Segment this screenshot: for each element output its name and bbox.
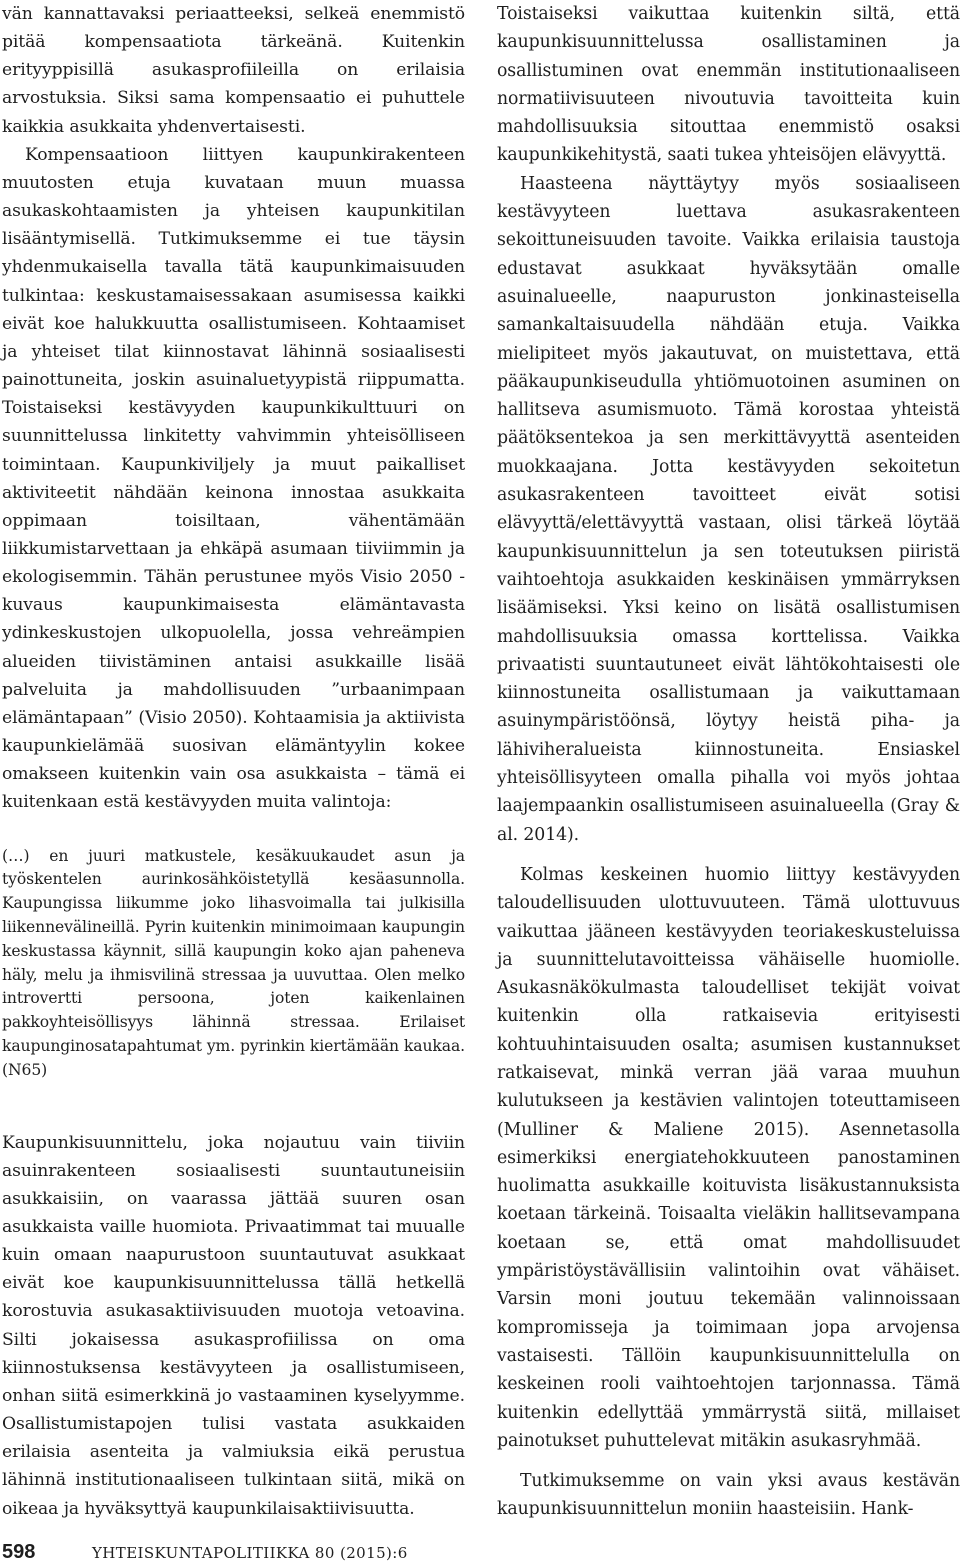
paragraph: Kolmas keskeinen huomio liittyy kestävyyden taloudellisuuden ulottuvuuteen. Tämä ulottuvuus vaikuttaa jääneen kestävyyden teoriakeskusteluissa ja suunnittelutavoitteissa vähäiselle huomiolle. Asukasnäkökulmasta taloudelliset tekijät voivat kuitenkin olla ratkaisevia erityisesti kohtuuhintaisuuden osalta; asumisen kustannukset ratkaisevat, minkä verran jää varaa muuhun kulutukseen ja kestävien valintojen toteuttamiseen (Mulliner & Maliene 2015). Asennetasolla esimerkiksi energiatehokkuuteen panostaminen huolimatta asukkaille koituvista lisäkustannuksista koetaan tärkeinä. Toisaalta vieläkin hallitsevampana koetaan se, että omat mahdollisuudet ympäristöystävällisiin valintoihin ovat vähäiset. Varsin moni joutuu tekemään valinnoissaan kompromisseja ja toimimaan jopa arvojensa vastaisesti. Tällöin kaupunkisuunnittelulla on keskeinen rooli vaihtoehtojen tarjonnassa. Tämä kuitenkin edellyttää ymmärrystä siitä, millaiset painotukset puhuttelevat mitäkin asukasryhmää.	[497, 864, 960, 1451]
page-number: 598	[2, 1541, 36, 1563]
paragraph: Haasteena näyttäytyy myös sosiaaliseen kestävyyteen luettava asukasrakenteen sekoittuneisuuden tavoite. Vaikka erilaisia taustoja edustavat asukkaat hyväksytään omalle asuinalueelle, naapuruston jonkinasteisella samankaltaisuudella nähdään etuja. Vaikka mielipiteet myös jakautuvat, on muistettava, että pääkaupunkiseudulla yhtiömuotoinen asuminen on hallitseva asumismuoto. Tämä korostaa yhteistä päätöksentekoa ja sen merkittävyyttä asenteiden muokkaajana. Jotta kestävyyden sekoitetun asukasrakenteen tavoitteet eivät sotisi elävyyttä/elettävyyttä vastaan, olisi tärkeä löytää kaupunkisuunnittelun ja sen toteutuksen piiristä vaihtoehtoja asukkaiden keskinäisen ymmärryksen lisäämiseksi. Yksi keino on lisätä osallistumisen mahdollisuuksia omassa korttelissa. Vaikka privaatisti suuntautuneet eivät lähtökohtaisesti ole kiinnostuneita osallistumaan ja vaikuttamaan asuinympäristöönsä, löytyy heistä piha- ja lähiviheralueista kiinnostuneita. Ensiaskel yhteisöllisyyteen omalla pihalla voi myös johtaa laajempaankin osallistumiseen asuinalueella (Gray & al. 2014).	[497, 173, 960, 845]
paragraph: Kaupunkisuunnittelu, joka nojautuu vain tiiviin asuinrakenteen sosiaalisesti suuntautuneisiin asukkaisiin, on vaarassa jättää suuren osan asukkaista vaille huomiota. Privaatimmat tai muualle kuin omaan naapurustoon suuntautuvat asukkaat eivät koe kaupunkisuunnittelussa tällä hetkellä korostuvia asukasaktiivisuuden muotoja vetoavina. Silti jokaisessa asukasprofiilissa on oma kiinnostuksensa kestävyyteen ja osallistumiseen, onhan siitä esimerkkinä jo vastaaminen kyselyymme. Osallistumistapojen tulisi vastata asukkaiden erilaisia asenteita ja valmiuksia eikä perustua lähinnä institutionaaliseen tulkintaan siitä, mikä on oikeaa ja hyväksyttyä kaupunkilaisaktiivisuutta.	[2, 1132, 465, 1519]
paragraph: Kompensaatioon liittyen kaupunkirakenteen muutosten etuja kuvataan muun muassa asukaskohtaamisten ja yhteisen kaupunkitilan lisääntymisellä. Tutkimuksemme ei tue täysin yhdenmukaisella tavalla tätä kaupunkimaisuuden tulkintaa: keskustamaisessakaan asumisessa kaikki eivät koe halukkuutta osallistumiseen. Kohtaamiset ja yhteiset tilat kiinnostavat lähinnä sosiaalisesti painottuneita, joskin asuinaluetyypistä riippumatta. Toistaiseksi kestävyyden kaupunkikulttuuri on suunnittelussa linkitetty vahvimmin yhteisölliseen toimintaan. Kaupunkiviljely ja muut paikalliset aktiviteetit nähdään keinona innostaa asukkaita oppimaan toisiltaan, vähentämään liikkumistarvettaan ja ehkäpä asumaan tiiviimmin ja ekologisemmin. Tähän perustunee myös Visio 2050 -kuvaus kaupunkimaisesta elämäntavasta ydinkeskustojen ulkopuolella, jossa vehreämpien alueiden tiivistäminen antaisi asukkaille lisää palveluita ja mahdollisuuden ”urbaanimpaan elämäntapaan” (Visio 2050). Kohtaamisia ja aktiivista kaupunkielämää suosivan elämäntyylin kokee omakseen kuitenkin vain osa asukkaista – tämä ei kuitenkaan estä kestävyyden muita valintoja:	[2, 144, 465, 813]
paragraph: vän kannattavaksi periaatteeksi, selkeä enemmistö pitää kompensaatiota tärkeänä. Kuitenkin erityyppisillä asukasprofiileilla on erilaisia arvostuksia. Siksi sama kompensaatio ei puhuttele kaikkia asukkaita yhdenvertaisesti.	[2, 4, 465, 137]
paragraph: Tutkimuksemme on vain yksi avaus kestävän kaupunkisuunnittelun moniin haasteisiin. Hank-	[497, 1471, 960, 1520]
right-column	[497, 0, 960, 1524]
left-column	[2, 0, 465, 1523]
page-footer	[0, 1534, 960, 1566]
block-quote: (…) en juuri matkustele, kesäkuukaudet asun ja työskentelen aurinkosähköistetyllä kesäasunnolla. Kaupungissa liikumme joko lihasvoimalla tai julkisilla liikennevälineillä. Pyrin kuitenkin minimoimaan kaupungin keskustassa käynnit, sillä kaupungin koko ajan paheneva häly, melu ja ihmisvilinä stressaa ja uuvuttaa. Olen melko introvertti persoona, joten kaikenlainen pakkoyhteisöllisyys lähinnä stressaa. Erilaiset kaupunginosatapahtumat ym. pyrinkin kiertämään kaukaa. (N65)	[2, 846, 465, 1079]
paragraph: Toistaiseksi vaikuttaa kuitenkin siltä, että kaupunkisuunnittelussa osallistaminen ja osallistuminen ovat enemmän institutionaaliseen normatiivisuuteen nivoutuvia tavoitteita kuin mahdollisuuksia sitouttaa enemmistö osaksi kaupunkikehitystä, saati tukea yhteisöjen elävyyttä.	[497, 4, 960, 166]
journal-name: YHTEISKUNTAPOLITIIKKA 80 (2015):6	[92, 1544, 408, 1562]
